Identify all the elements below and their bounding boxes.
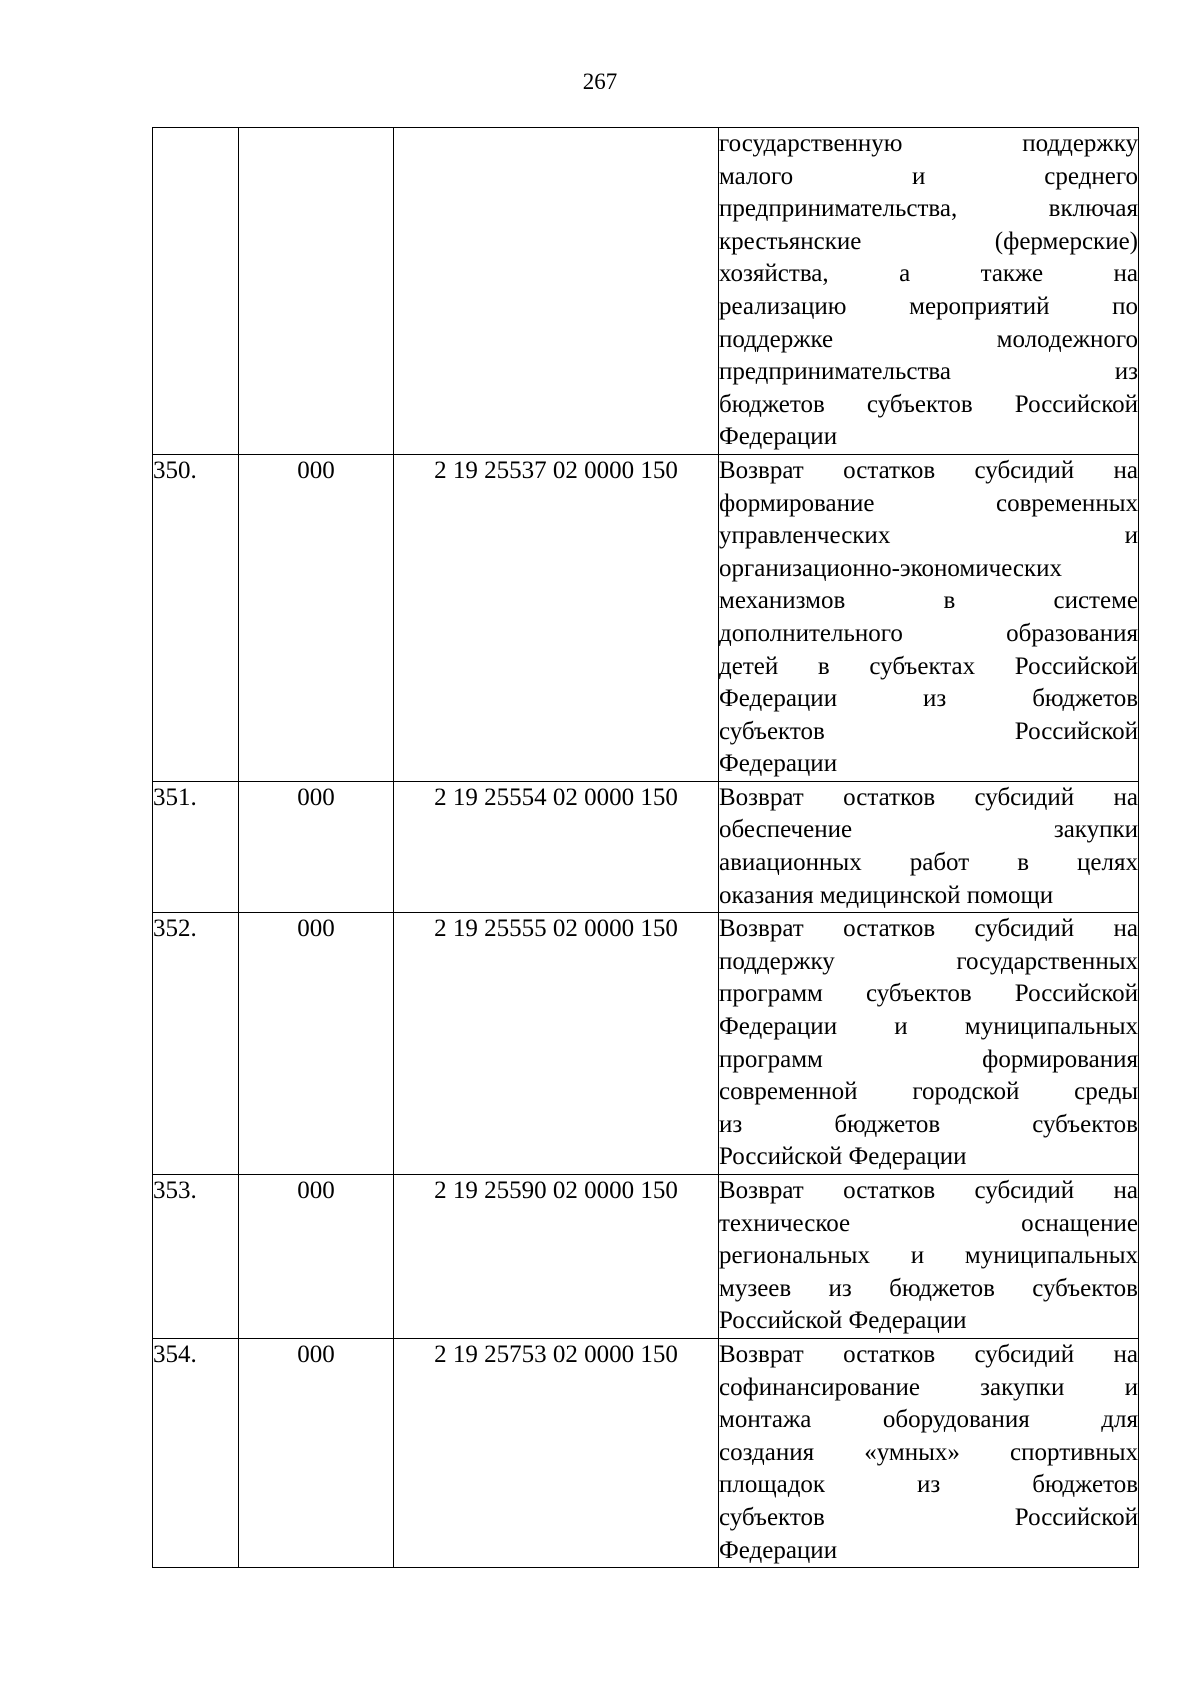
row-number-cell: 352. <box>153 913 239 1175</box>
budget-classification-code-cell: 2 19 25753 02 0000 150 <box>394 1338 719 1567</box>
row-number-cell: 353. <box>153 1175 239 1339</box>
description-line: поддержку государственных <box>719 947 1138 975</box>
table-row <box>153 128 1139 455</box>
description-line: управленческих и <box>719 522 1138 550</box>
description-line: монтажа оборудования для <box>719 1406 1138 1434</box>
income-description-cell <box>719 1175 1139 1339</box>
page-number: 267 <box>582 69 618 94</box>
budget-classification-code-cell: 2 19 25537 02 0000 150 <box>394 454 719 781</box>
description-line: государственную поддержку <box>719 130 1138 157</box>
budget-classification-code-cell: 2 19 25555 02 0000 150 <box>394 913 719 1175</box>
description-line: программ формирования <box>719 1045 1138 1073</box>
description-line: Возврат остатков субсидий на <box>719 915 1138 943</box>
table-row <box>153 1175 1139 1339</box>
description-line: Федерации <box>719 423 838 451</box>
description-line: создания «умных» спортивных <box>719 1438 1138 1466</box>
description-line: поддержке молодежного <box>719 325 1138 353</box>
administrator-code-cell: 000 <box>239 913 394 1175</box>
description-line: Российской Федерации <box>719 1143 967 1171</box>
table-row <box>153 454 1139 781</box>
description-line: Возврат остатков субсидий на <box>719 783 1138 811</box>
description-line: бюджетов субъектов Российской <box>719 390 1138 418</box>
income-description-cell <box>719 913 1139 1175</box>
income-description-cell <box>719 1338 1139 1567</box>
description-line: софинансирование закупки и <box>719 1373 1138 1401</box>
table-body <box>153 128 1139 1568</box>
row-number-cell: 351. <box>153 781 239 912</box>
administrator-code-cell: 000 <box>239 454 394 781</box>
description-line: механизмов в системе <box>719 587 1138 615</box>
row-number-cell: 354. <box>153 1338 239 1567</box>
description-line: музеев из бюджетов субъектов <box>719 1274 1138 1302</box>
description-line: предпринимательства из <box>719 358 1138 386</box>
table-row <box>153 1338 1139 1567</box>
description-line: Федерации <box>719 1536 838 1564</box>
income-description-cell <box>719 781 1139 912</box>
description-line: Федерации и муниципальных <box>719 1013 1138 1041</box>
budget-classification-code-cell: 2 19 25554 02 0000 150 <box>394 781 719 912</box>
administrator-code-cell: 000 <box>239 1175 394 1339</box>
description-line: обеспечение закупки <box>719 816 1138 844</box>
description-line: крестьянские (фермерские) <box>719 227 1138 255</box>
description-line: дополнительного образования <box>719 619 1138 647</box>
table-row <box>153 913 1139 1175</box>
table-row <box>153 781 1139 912</box>
income-description-cell <box>719 454 1139 781</box>
description-line: оказания медицинской помощи <box>719 881 1054 909</box>
administrator-code-cell: 000 <box>239 781 394 912</box>
description-line: детей в субъектах Российской <box>719 652 1138 680</box>
description-line: Федерации из бюджетов <box>719 685 1138 713</box>
description-line: Возврат остатков субсидий на <box>719 1340 1138 1368</box>
description-line: реализацию мероприятий по <box>719 292 1138 320</box>
description-line: предпринимательства, включая <box>719 195 1138 223</box>
row-number-cell: 350. <box>153 454 239 781</box>
description-line: формирование современных <box>719 489 1138 517</box>
description-line: Федерации <box>719 750 838 778</box>
description-line: субъектов Российской <box>719 717 1138 745</box>
description-line: субъектов Российской <box>719 1503 1138 1531</box>
budget-classification-code-cell <box>394 128 719 455</box>
administrator-code-cell: 000 <box>239 1338 394 1567</box>
budget-classification-code-cell: 2 19 25590 02 0000 150 <box>394 1175 719 1339</box>
description-line: организационно-экономических <box>719 554 1063 582</box>
administrator-code-cell <box>239 128 394 455</box>
income-description-cell <box>719 128 1139 455</box>
budget-code-table <box>152 127 1139 1568</box>
description-line: Возврат остатков субсидий на <box>719 456 1138 484</box>
description-line: региональных и муниципальных <box>719 1242 1138 1270</box>
description-line: Российской Федерации <box>719 1307 967 1335</box>
description-line: Возврат остатков субсидий на <box>719 1177 1138 1204</box>
description-line: техническое оснащение <box>719 1209 1138 1237</box>
row-number-cell <box>153 128 239 455</box>
description-line: малого и среднего <box>719 162 1138 190</box>
description-line: хозяйства, а также на <box>719 260 1138 288</box>
description-line: из бюджетов субъектов <box>719 1110 1138 1138</box>
description-line: современной городской среды <box>719 1078 1138 1106</box>
description-line: площадок из бюджетов <box>719 1471 1138 1499</box>
description-line: авиационных работ в целях <box>719 849 1138 877</box>
description-line: программ субъектов Российской <box>719 980 1138 1008</box>
